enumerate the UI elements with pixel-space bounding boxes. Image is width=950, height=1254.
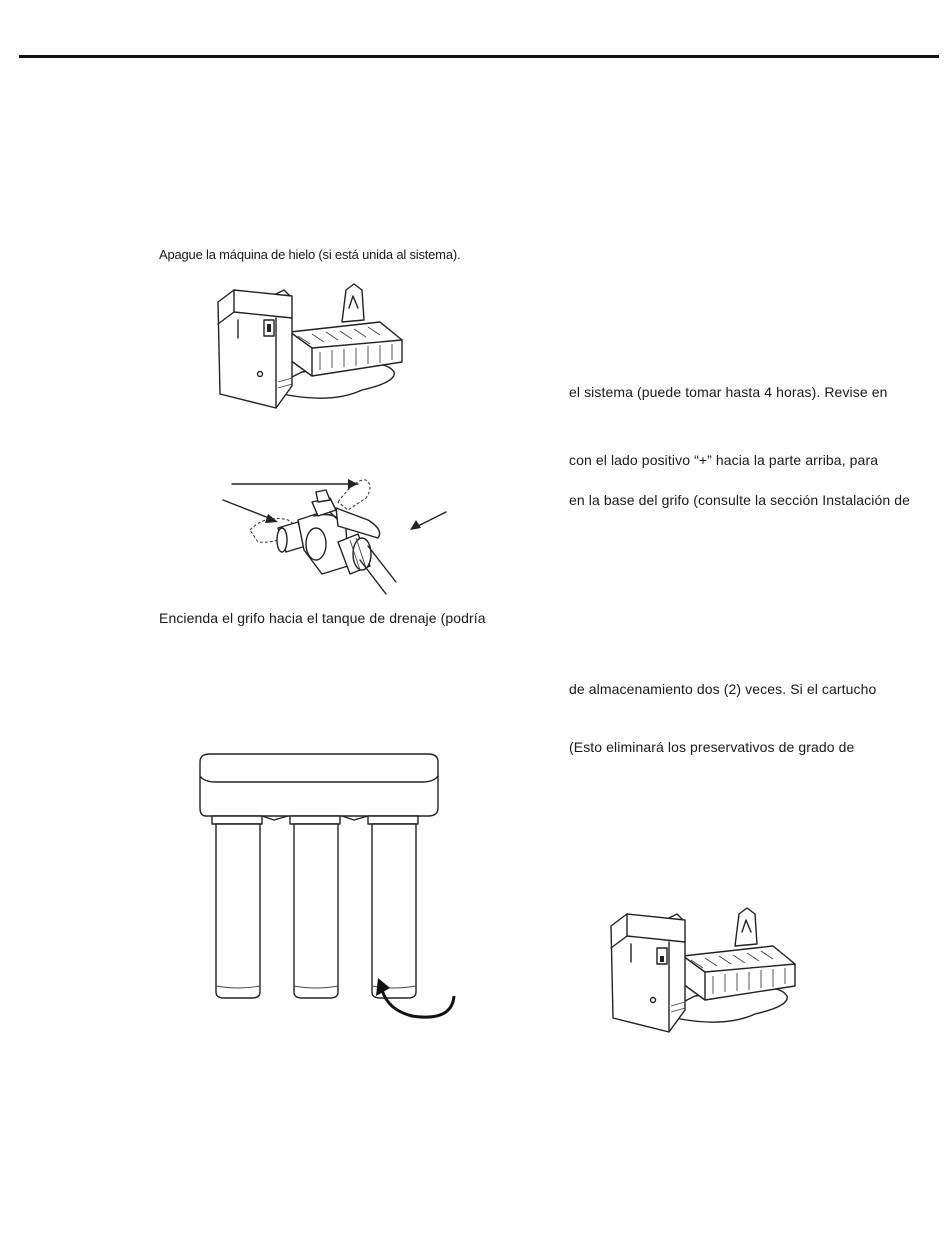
step-text-right-3: en la base del grifo (consulte la sección Instalación de <box>569 492 911 508</box>
filter-cartridge-3 <box>372 824 416 998</box>
filter-cartridge-illustration <box>192 752 472 1027</box>
header-rule <box>19 55 939 58</box>
filter-head <box>200 754 438 816</box>
step-text-right-5: (Esto eliminará los preservativos de grado de <box>569 739 855 755</box>
filter-cartridge-1 <box>216 824 260 998</box>
step-text-right-4: de almacenamiento dos (2) veces. Si el cartucho <box>569 681 877 697</box>
icemaker-illustration-on <box>605 906 805 1038</box>
valve-illustration <box>218 470 448 596</box>
step-text-faucet: Encienda el grifo hacia el tanque de drenaje (podría <box>159 610 486 626</box>
step-text-icemaker-off: Apague la máquina de hielo (si está unida al sistema). <box>159 247 461 262</box>
icemaker-illustration <box>212 282 412 414</box>
step-text-right-2: con el lado positivo “+” hacia la parte arriba, para <box>569 452 879 468</box>
filter-cartridge-2 <box>294 824 338 998</box>
step-text-right-1: el sistema (puede tomar hasta 4 horas). Revise en <box>569 384 888 400</box>
